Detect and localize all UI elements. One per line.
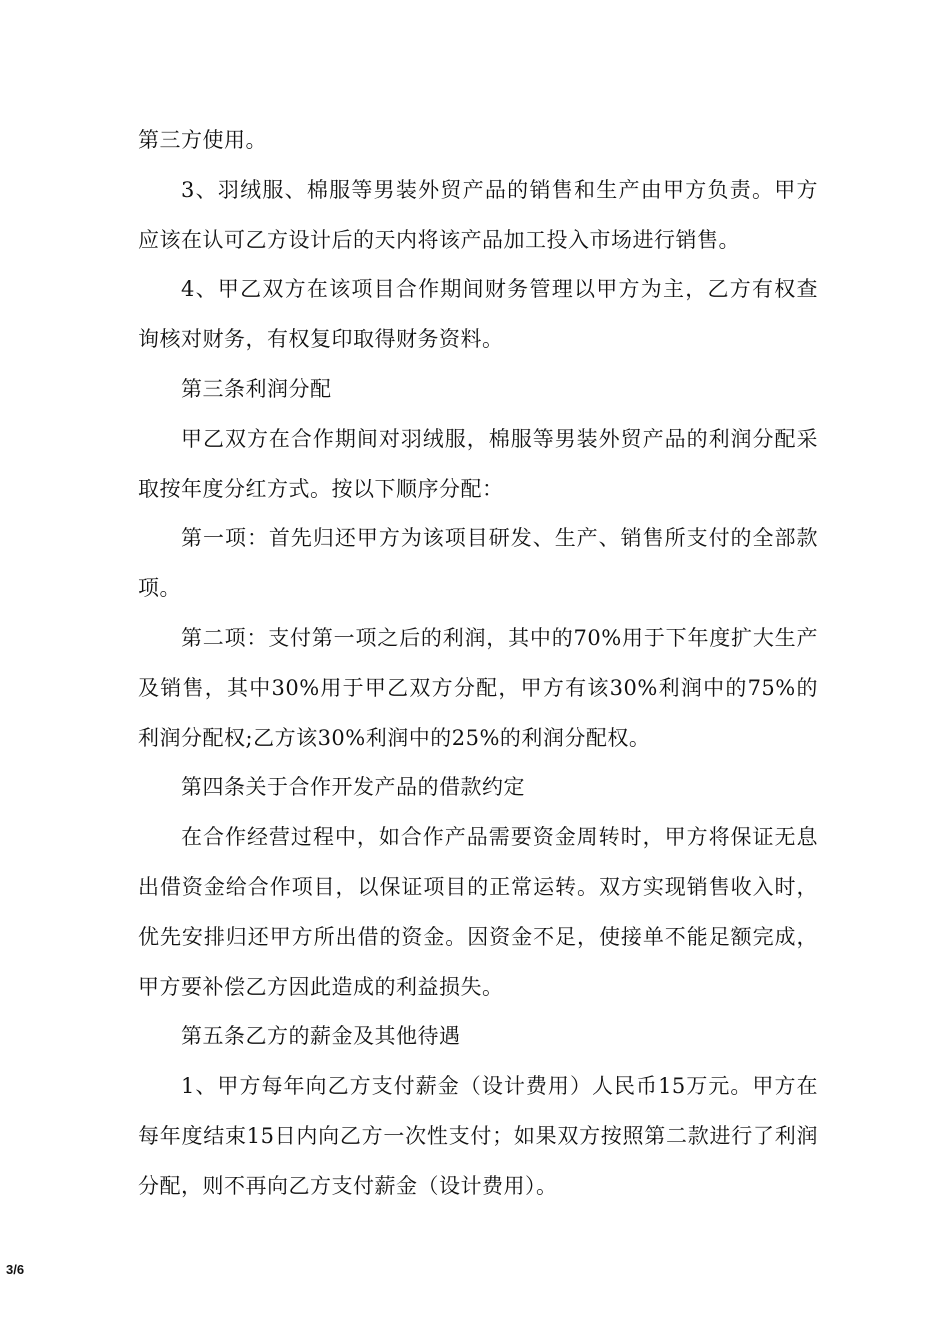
paragraph-salary: 1、甲方每年向乙方支付薪金（设计费用）人民币15万元。甲方在每年度结束15日内向乙方一次性支付；如果双方按照第二款进行了利润分配，则不再向乙方支付薪金（设计费用）。	[138, 1074, 818, 1198]
document-body	[138, 116, 818, 1212]
paragraph-clause-4: 4、甲乙双方在该项目合作期间财务管理以甲方为主，乙方有权查询核对财务，有权复印取得财务资料。	[138, 277, 818, 352]
section-heading-article-5: 第五条乙方的薪金及其他待遇	[181, 1024, 461, 1049]
section-heading-article-4: 第四条关于合作开发产品的借款约定	[181, 775, 525, 800]
section-heading-article-3: 第三条利润分配	[181, 376, 332, 401]
paragraph-item-2: 第二项：支付第一项之后的利润，其中的70%用于下年度扩大生产及销售，其中30%用于甲乙双方分配，甲方有该30%利润中的75%的利润分配权;乙方该30%利润中的25%的利润分配权。	[138, 625, 818, 750]
paragraph-loan-agreement: 在合作经营过程中，如合作产品需要资金周转时，甲方将保证无息出借资金给合作项目，以保证项目的正常运转。双方实现销售收入时，优先安排归还甲方所出借的资金。因资金不足，使接单不能足额完成，甲方要补偿乙方因此造成的利益损失。	[138, 825, 818, 999]
paragraph-continuation: 第三方使用。	[138, 128, 267, 152]
paragraph-profit-distribution: 甲乙双方在合作期间对羽绒服，棉服等男装外贸产品的利润分配采取按年度分红方式。按以下顺序分配：	[138, 426, 818, 501]
page-number: 3/6	[6, 1262, 25, 1277]
paragraph-item-1: 第一项：首先归还甲方为该项目研发、生产、销售所支付的全部款项。	[138, 526, 818, 601]
paragraph-clause-3: 3、羽绒服、棉服等男装外贸产品的销售和生产由甲方负责。甲方应该在认可乙方设计后的天内将该产品加工投入市场进行销售。	[138, 177, 818, 252]
